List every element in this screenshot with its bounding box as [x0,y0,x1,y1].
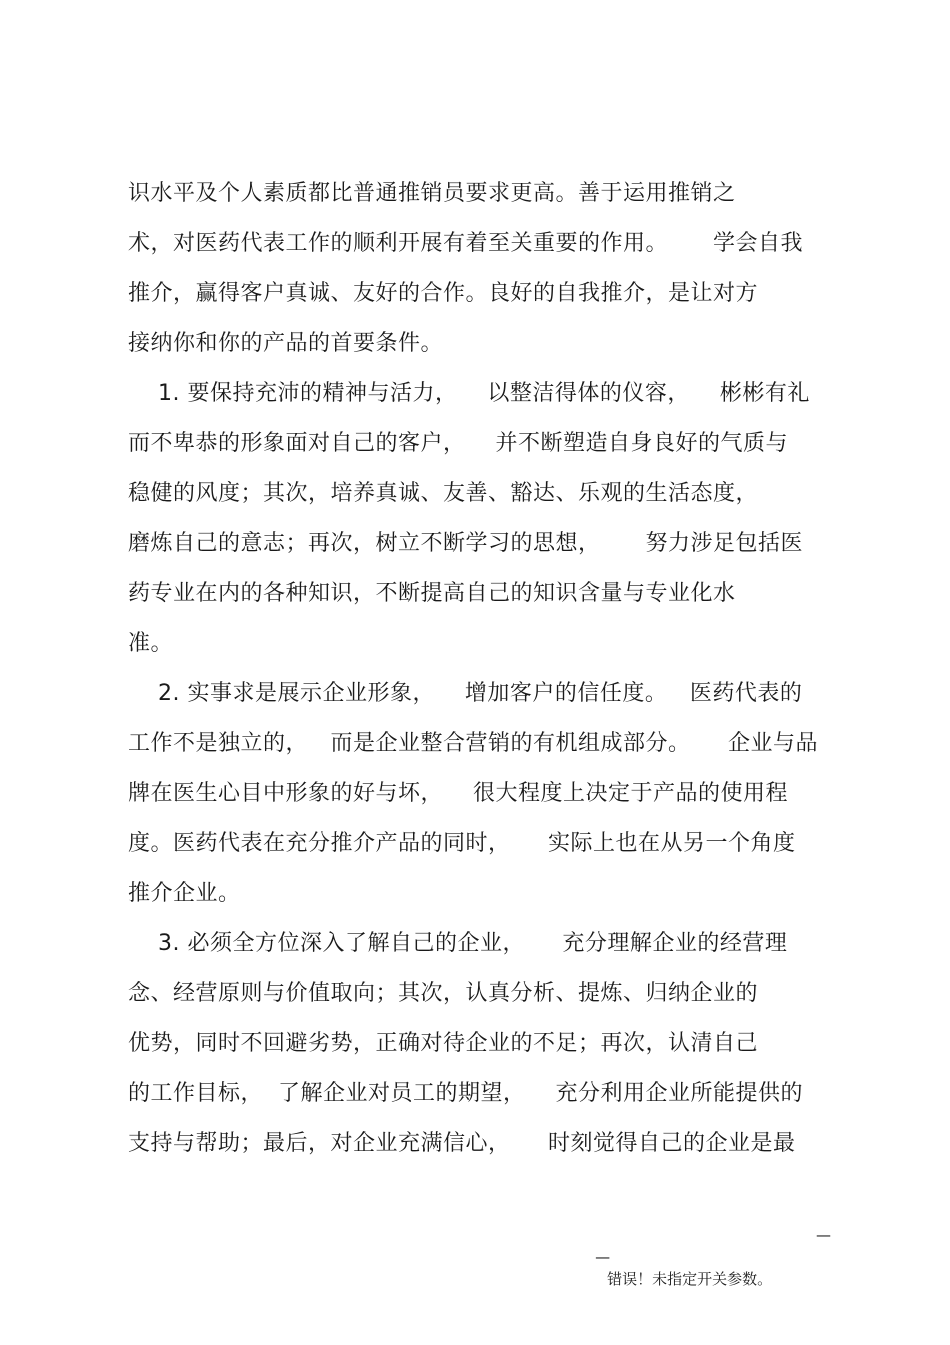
text-line: 优势，同时不回避劣势，正确对待企业的不足；再次，认清自己 [128,1031,759,1056]
footer-text: 错误！未指定开关参数。 [607,1270,773,1288]
page-footer [576,1224,831,1334]
text-line: 准。 [128,631,174,656]
text-line: 的工作目标， 了解企业对员工的期望， 充分利用企业所能提供的 [128,1081,803,1106]
text-line: 推介，赢得客户真诚、友好的合作。良好的自我推介，是让对方 [128,281,759,306]
text-line: 支持与帮助；最后，对企业充满信心， 时刻觉得自己的企业是最 [128,1131,796,1156]
text-line: 推介企业。 [128,881,241,906]
text-line: 2. 实事求是展示企业形象， 增加客户的信任度。 医药代表的 [128,681,803,706]
text-line: 度。医药代表在充分推介产品的同时， 实际上也在从另一个角度 [128,831,796,856]
text-line: 1. 要保持充沛的精神与活力， 以整洁得体的仪容， 彬彬有礼 [128,381,810,406]
text-line: 3. 必须全方位深入了解自己的企业， 充分理解企业的经营理 [128,931,788,956]
text-line: 而不卑恭的形象面对自己的客户， 并不断塑造自身良好的气质与 [128,431,788,456]
text-line: 牌在医生心目中形象的好与坏， 很大程度上决定于产品的使用程 [128,781,788,806]
text-line: 接纳你和你的产品的首要条件。 [128,331,444,356]
footer-dash-left: — [595,1248,611,1266]
text-line: 念、经营原则与价值取向；其次，认真分析、提炼、归纳企业的 [128,981,759,1006]
text-line: 磨炼自己的意志；再次，树立不断学习的思想， 努力涉足包括医 [128,531,803,556]
text-line: 稳健的风度；其次，培养真诚、友善、豁达、乐观的生活态度， [128,481,759,506]
text-line: 术，对医药代表工作的顺利开展有着至关重要的作用。 学会自我 [128,231,803,256]
text-line: 识水平及个人素质都比普通推销员要求更高。善于运用推销之 [128,181,736,206]
text-line: 工作不是独立的， 而是企业整合营销的有机组成部分。 企业与品 [128,731,818,756]
text-line: 药专业在内的各种知识，不断提高自己的知识含量与专业化水 [128,581,736,606]
footer-dash-right: — [816,1226,831,1244]
